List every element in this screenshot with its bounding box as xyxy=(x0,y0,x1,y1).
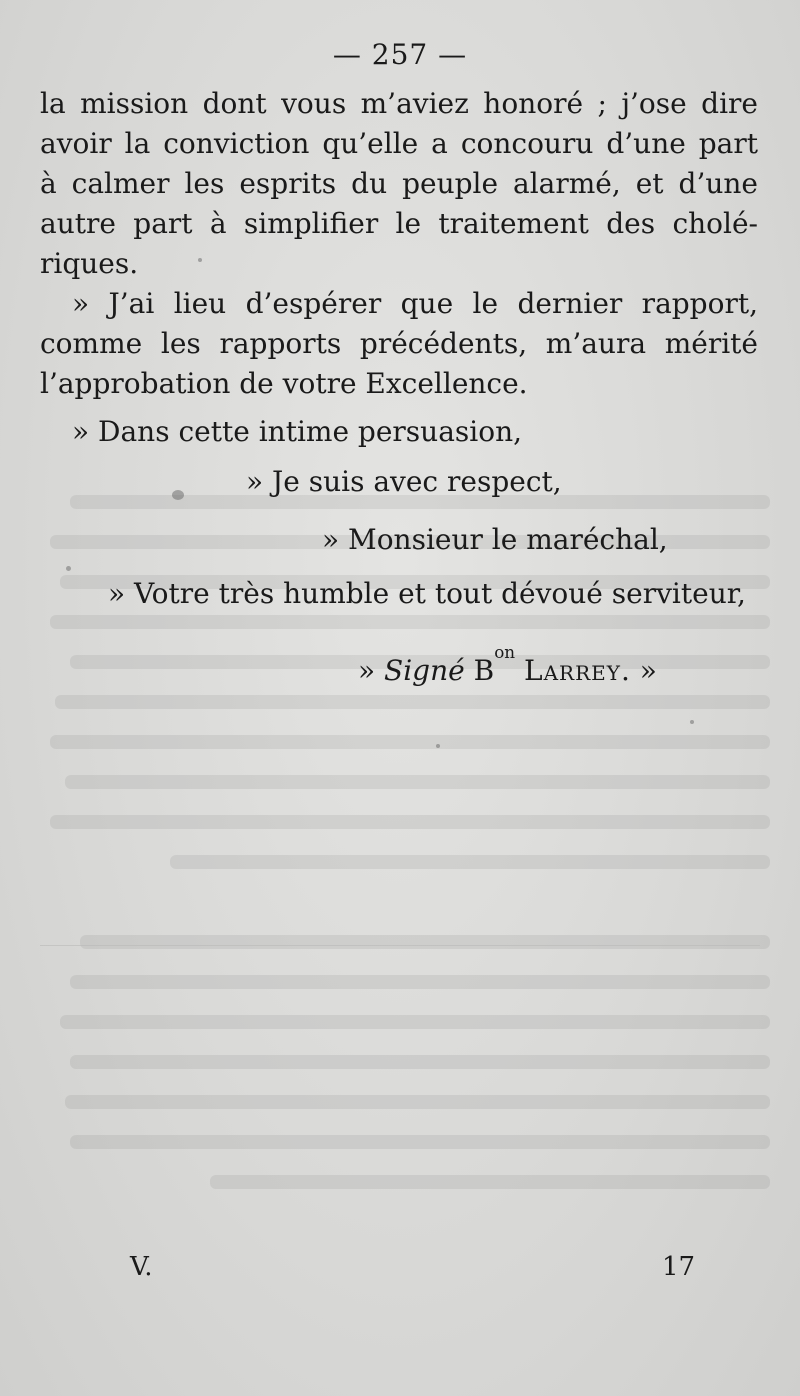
sig-prefix: » xyxy=(358,654,385,687)
signature-line xyxy=(358,632,657,691)
text-line: » J’ai lieu d’espérer que le dernier rapport, xyxy=(72,287,758,320)
text-line: à calmer les esprits du peuple alarmé, et d’une xyxy=(40,167,758,200)
text-line: avoir la conviction qu’elle a concouru d’une part xyxy=(40,127,758,160)
text-line: la mission dont vous m’aviez honoré ; j’ose dire xyxy=(40,87,758,120)
ink-speck xyxy=(66,566,71,571)
footnote-rule-showthrough xyxy=(40,945,760,946)
baron-abbrev: $B^{on}$ xyxy=(473,642,516,687)
text-line: » Dans cette intime persuasion, xyxy=(72,415,523,448)
closing-line-marechal: » Monsieur le maréchal, xyxy=(322,523,668,556)
sheet-number: 17 xyxy=(662,1252,696,1282)
ink-speck xyxy=(198,258,202,262)
sig-suffix: » xyxy=(630,654,657,687)
ink-speck xyxy=(436,744,440,748)
signatory-name: Larrey. xyxy=(524,654,631,687)
closing-line-serviteur: » Votre très humble et tout dévoué serviteur, xyxy=(108,577,746,610)
text-line: comme les rapports précédents, m’aura mérité xyxy=(40,327,758,360)
running-head-page-number: — 257 — xyxy=(332,38,468,71)
closing-line-respect: » Je suis avec respect, xyxy=(246,465,562,498)
ink-speck xyxy=(172,490,184,500)
text-line: autre part à simplifier le traitement des cholé- xyxy=(40,207,758,240)
signe-word: Signé xyxy=(384,654,465,687)
ink-speck xyxy=(690,720,694,724)
signature-mark: V. xyxy=(130,1252,153,1282)
text-line: riques. xyxy=(40,247,139,280)
text-line: l’approbation de votre Excellence. xyxy=(40,367,528,400)
